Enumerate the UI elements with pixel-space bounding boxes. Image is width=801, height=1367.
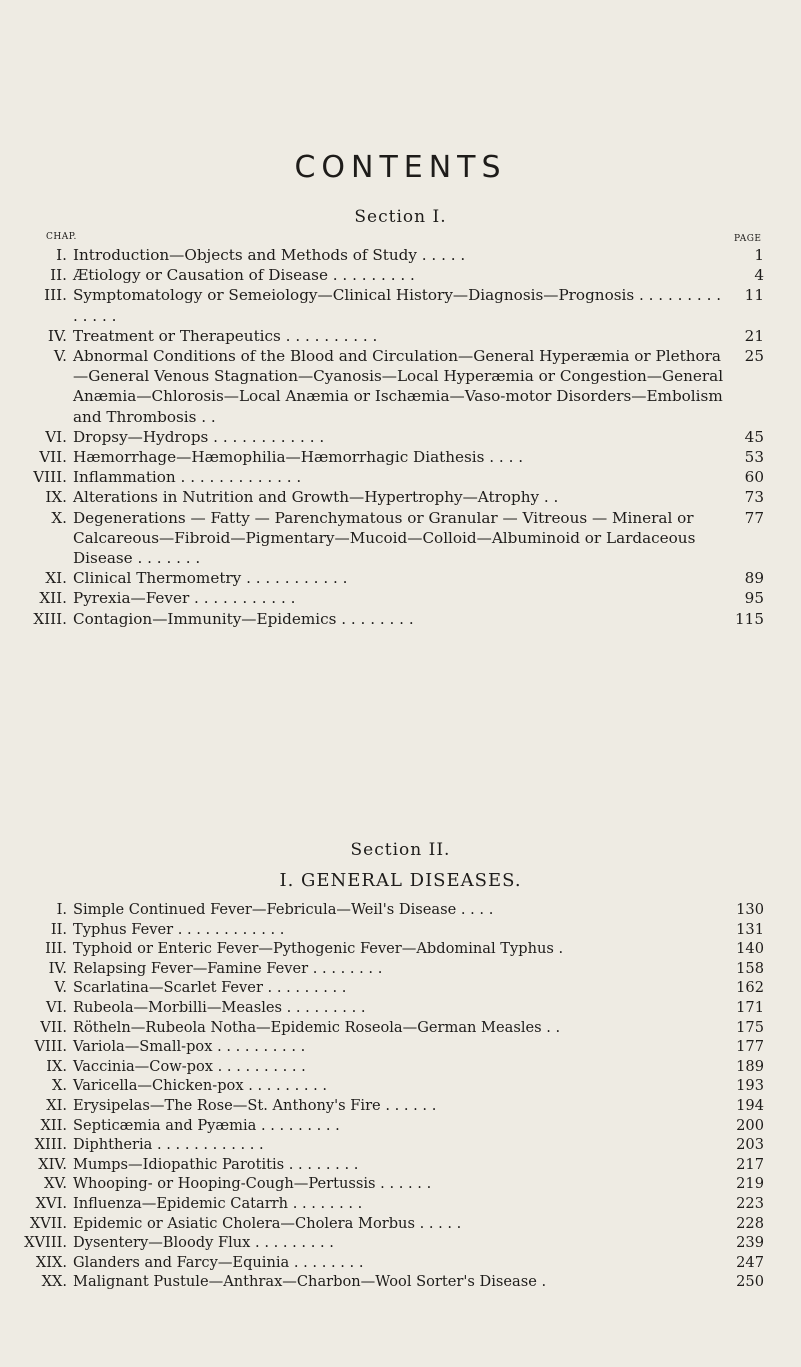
toc-entry-page: 4: [754, 266, 764, 285]
toc-entry: [22, 588, 764, 608]
toc-entry-chap: II.: [50, 920, 67, 938]
toc-entry: [22, 508, 764, 569]
toc-entry-title: Typhus Fever . . . . . . . . . . . .: [73, 920, 285, 938]
toc-entry-chap: IX.: [46, 1057, 67, 1075]
toc-entry-chap: XVII.: [29, 1214, 67, 1232]
toc-entry-title: Mumps—Idiopathic Parotitis . . . . . . . .: [73, 1155, 359, 1173]
toc-entry-chap: XI.: [46, 1096, 67, 1114]
toc-entry: [22, 245, 764, 265]
toc-entry-page: 223: [736, 1194, 764, 1212]
toc-entry: [22, 487, 764, 507]
toc-entry-chap: IV.: [48, 959, 67, 977]
section-2-heading: Section II.: [350, 840, 451, 860]
toc-entry-page: 115: [735, 609, 764, 628]
toc-entry-page: 25: [744, 347, 764, 366]
toc-entry-title: Hæmorrhage—Hæmophilia—Hæmorrhagic Diathesis . . . .: [73, 448, 524, 467]
toc-entry-page: 131: [736, 920, 764, 938]
toc-entry: [22, 900, 764, 920]
toc-entry: [22, 998, 764, 1018]
toc-entry: [22, 1272, 764, 1292]
toc-entry-title: Vaccinia—Cow-pox . . . . . . . . . .: [73, 1057, 306, 1075]
toc-entry: [22, 568, 764, 588]
toc-entry: [22, 1037, 764, 1057]
toc-entry-chap: III.: [45, 940, 67, 958]
toc-entry: [22, 265, 764, 285]
toc-entry-title: Degenerations — Fatty — Parenchymatous or Granular — Vitreous — Mineral or Calcareous—Fibroid—Pigmentary—Mucoid—Colloid—Albuminoid or Lardaceous Disease . . . . . . .: [73, 508, 696, 568]
toc-entry: [22, 326, 764, 346]
toc-entry-title: Typhoid or Enteric Fever—Pythogenic Fever—Abdominal Typhus .: [73, 940, 564, 958]
toc-entry-page: 162: [736, 979, 764, 997]
toc-entry-chap: XII.: [40, 1116, 67, 1134]
toc-entry-page: 140: [736, 940, 764, 958]
toc-entry-title: Alterations in Nutrition and Growth—Hypertrophy—Atrophy . .: [73, 488, 559, 507]
toc-entry: [22, 285, 764, 325]
section-1-heading: Section I.: [354, 207, 447, 227]
toc-entry-chap: XIII.: [34, 1136, 67, 1154]
toc-entry-chap: XI.: [45, 569, 67, 588]
toc-entry-title: Inflammation . . . . . . . . . . . . .: [73, 468, 302, 487]
toc-entry: [22, 1076, 764, 1096]
toc-entry: [22, 1214, 764, 1234]
toc-entry-title: Ætiology or Causation of Disease . . . . . . . . .: [73, 266, 415, 285]
toc-entry-page: 45: [744, 427, 764, 446]
toc-entry-chap: XIV.: [38, 1155, 67, 1173]
toc-entry: [22, 427, 764, 447]
toc-entry-page: 239: [736, 1234, 764, 1252]
toc-entry: [22, 959, 764, 979]
toc-entry-title: Epidemic or Asiatic Cholera—Cholera Morbus . . . . .: [73, 1214, 462, 1232]
toc-entry-chap: II.: [50, 266, 67, 285]
toc-entry: [22, 1155, 764, 1175]
toc-entry-title: Symptomatology or Semeiology—Clinical History—Diagnosis—Prognosis . . . . . . . . . . . . . .: [73, 286, 722, 325]
toc-entry-chap: VIII.: [34, 1038, 67, 1056]
toc-entry-page: 21: [744, 326, 764, 345]
toc-entry-chap: VIII.: [33, 468, 67, 487]
toc-entry-chap: X.: [51, 508, 67, 527]
toc-entry-chap: VI.: [46, 998, 67, 1016]
toc-entry-chap: III.: [44, 286, 67, 305]
toc-entry-title: Contagion—Immunity—Epidemics . . . . . . . .: [73, 609, 414, 628]
page-column-label: PAGE: [734, 234, 762, 244]
toc-entry-chap: I.: [56, 901, 67, 918]
toc-entry-page: 228: [736, 1214, 764, 1232]
toc-entry-chap: XX.: [41, 1273, 67, 1291]
toc-entry-page: 250: [736, 1273, 764, 1291]
toc-entry-title: Varicella—Chicken-pox . . . . . . . . .: [73, 1077, 328, 1095]
toc-entry-chap: V.: [54, 979, 67, 997]
toc-entry: [22, 447, 764, 467]
section-2-subheading: I. GENERAL DISEASES.: [279, 870, 522, 891]
toc-entry-title: Introduction—Objects and Methods of Study . . . . .: [73, 246, 466, 264]
toc-entry-chap: XVIII.: [24, 1234, 67, 1252]
toc-entry-page: 189: [736, 1057, 764, 1075]
toc-entry: [22, 346, 764, 427]
toc-entry-chap: XIII.: [33, 609, 67, 628]
toc-entry: [22, 609, 764, 629]
toc-entry: [22, 1253, 764, 1273]
toc-entry-chap: VII.: [40, 1018, 67, 1036]
toc-entry-title: Treatment or Therapeutics . . . . . . . . . .: [73, 326, 378, 345]
toc-entry-chap: VI.: [45, 427, 67, 446]
toc-entry-page: 200: [736, 1116, 764, 1134]
toc-entry-page: 158: [736, 959, 764, 977]
toc-entry-title: Septicæmia and Pyæmia . . . . . . . . .: [73, 1116, 340, 1134]
toc-entry-title: Dropsy—Hydrops . . . . . . . . . . . .: [73, 427, 325, 446]
toc-entry-page: 217: [736, 1155, 764, 1173]
toc-entry-title: Malignant Pustule—Anthrax—Charbon—Wool Sorter's Disease .: [73, 1273, 547, 1291]
toc-entry-page: 177: [736, 1038, 764, 1056]
toc-entry-page: 60: [744, 468, 764, 487]
toc-entry: [22, 939, 764, 959]
toc-entry-chap: I.: [56, 246, 67, 264]
page-title: CONTENTS: [294, 150, 507, 185]
toc-entry-title: Abnormal Conditions of the Blood and Circulation—General Hyperæmia or Plethora—General Venous Stagnation—Cyanosis—Local Hyperæmia or Congestion—General Anæmia—Chlorosis—Local Anæmia or Ischæmia—Vaso-motor Disorders—Embolism and Thrombosis . .: [73, 347, 724, 426]
toc-entry-chap: XII.: [39, 589, 67, 608]
toc-entry-chap: IX.: [45, 488, 67, 507]
toc-entry: [22, 1116, 764, 1136]
toc-entry-page: 175: [736, 1018, 764, 1036]
toc-entry-page: 203: [736, 1136, 764, 1154]
toc-entry-page: 193: [736, 1077, 764, 1095]
toc-entry-chap: XV.: [43, 1175, 67, 1193]
toc-entry-page: 11: [744, 286, 764, 305]
toc-entry-title: Dysentery—Bloody Flux . . . . . . . . .: [73, 1234, 334, 1252]
toc-entry: [22, 1018, 764, 1038]
toc-entry: [22, 920, 764, 940]
toc-entry-title: Scarlatina—Scarlet Fever . . . . . . . . .: [73, 979, 347, 997]
toc-entry-chap: X.: [51, 1077, 67, 1095]
section-2-contents-list: [22, 900, 764, 1292]
toc-entry-title: Diphtheria . . . . . . . . . . . .: [73, 1136, 264, 1154]
toc-entry: [22, 978, 764, 998]
toc-entry: [22, 1233, 764, 1253]
toc-entry-title: Pyrexia—Fever . . . . . . . . . . .: [73, 589, 296, 608]
toc-entry-page: 95: [744, 589, 764, 608]
toc-entry-page: 89: [744, 569, 764, 588]
toc-entry-chap: XIX.: [35, 1253, 67, 1271]
toc-entry-chap: XVI.: [35, 1194, 67, 1212]
toc-entry-chap: V.: [53, 347, 67, 366]
toc-entry-page: 171: [736, 998, 764, 1016]
toc-entry-chap: VII.: [39, 448, 67, 467]
toc-entry-title: Simple Continued Fever—Febricula—Weil's Disease . . . .: [73, 901, 494, 918]
toc-entry-page: 77: [744, 508, 764, 527]
toc-entry-page: 130: [736, 901, 764, 918]
toc-entry: [22, 1194, 764, 1214]
toc-entry-title: Rubeola—Morbilli—Measles . . . . . . . . .: [73, 998, 366, 1016]
toc-entry: [22, 1057, 764, 1077]
toc-entry-title: Glanders and Farcy—Equinia . . . . . . . .: [73, 1253, 364, 1271]
toc-entry-title: Variola—Small-pox . . . . . . . . . .: [73, 1038, 306, 1056]
toc-entry: [22, 1096, 764, 1116]
toc-entry-title: Clinical Thermometry . . . . . . . . . . .: [73, 569, 348, 588]
toc-entry-page: 194: [736, 1096, 764, 1114]
toc-entry-chap: IV.: [47, 326, 67, 345]
toc-entry-title: Erysipelas—The Rose—St. Anthony's Fire . . . . . .: [73, 1096, 437, 1114]
toc-entry-title: Relapsing Fever—Famine Fever . . . . . . . .: [73, 959, 383, 977]
toc-entry-page: 1: [754, 246, 764, 264]
toc-entry: [22, 1174, 764, 1194]
toc-entry-page: 73: [744, 488, 764, 507]
toc-entry: [22, 467, 764, 487]
toc-entry-page: 53: [744, 448, 764, 467]
toc-entry: [22, 1135, 764, 1155]
toc-entry-title: Influenza—Epidemic Catarrh . . . . . . . .: [73, 1194, 363, 1212]
chap-column-label: CHAP.: [46, 232, 77, 242]
toc-entry-title: Rötheln—Rubeola Notha—Epidemic Roseola—German Measles . .: [73, 1018, 561, 1036]
toc-entry-title: Whooping- or Hooping-Cough—Pertussis . . . . . .: [73, 1175, 432, 1193]
section-1-contents-list: [22, 245, 764, 629]
toc-entry-page: 247: [736, 1253, 764, 1271]
toc-entry-page: 219: [736, 1175, 764, 1193]
